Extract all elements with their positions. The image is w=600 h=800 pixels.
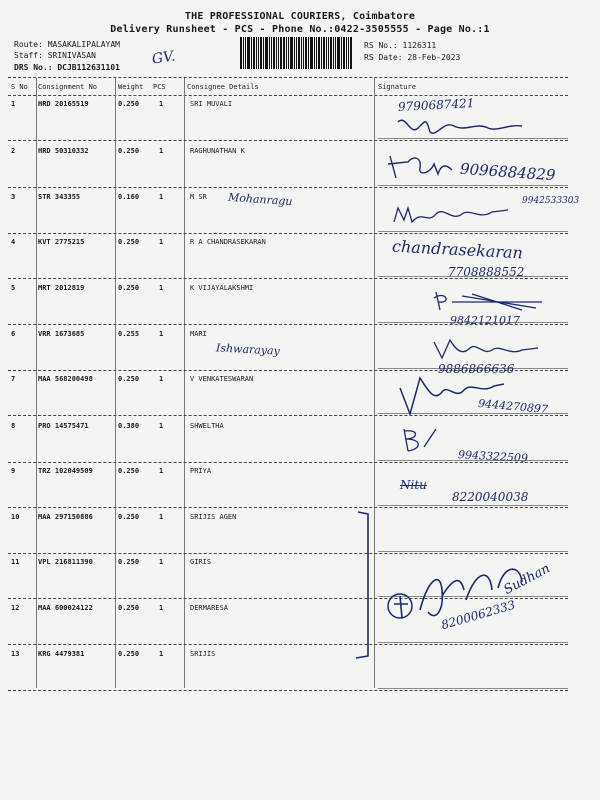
cell-pcs: 1: [159, 422, 164, 430]
cell-sno: 6: [11, 330, 16, 338]
cell-consignment: TRZ 102049509: [38, 467, 93, 475]
hw-row2-phone: 9096884829: [459, 159, 556, 185]
cell-consignment: PRO 14575471: [38, 422, 89, 430]
cell-weight: 0.250: [118, 558, 140, 566]
cell-weight: 0.250: [118, 147, 140, 155]
signature-row1: [396, 114, 526, 144]
cell-consignee: R A CHANDRASEKARAN: [190, 238, 266, 246]
row-separator: [8, 187, 568, 188]
hw-row3-num: 9942533303: [522, 196, 580, 206]
cell-consignment: MAA 568200498: [38, 375, 93, 383]
signature-line: [378, 642, 568, 643]
cell-weight: 0.250: [118, 467, 140, 475]
cell-consignee: M SR: [190, 193, 207, 201]
cell-consignment: VPL 216811390: [38, 558, 93, 566]
hw-row9-name: Nitu: [400, 478, 427, 492]
cell-pcs: 1: [159, 100, 164, 108]
cell-consignment: KVT 2775215: [38, 238, 85, 246]
cell-consignee: SRI MUVALI: [190, 100, 233, 108]
signature-line: [378, 688, 568, 689]
cell-pcs: 1: [159, 467, 164, 475]
cell-sno: 2: [11, 147, 16, 155]
company-title: THE PROFESSIONAL COURIERS, Coimbatore: [184, 11, 416, 22]
col-consignee: Consignee Details: [187, 83, 259, 91]
cell-consignment: MAA 297150886: [38, 513, 93, 521]
table-row: [0, 422, 600, 442]
cell-consignee: SRIJIS AGEN: [190, 513, 237, 521]
cell-sno: 3: [11, 193, 16, 201]
row-separator: [8, 507, 568, 508]
cell-consignee: SRIJIS: [190, 650, 216, 658]
cell-sno: 13: [11, 650, 20, 658]
cell-consignee: PRIYA: [190, 467, 212, 475]
row-separator: [8, 644, 568, 645]
rs-date-label: RS Date: 28-Feb-2023: [364, 53, 461, 62]
cell-sno: 10: [11, 513, 20, 521]
cell-pcs: 1: [159, 375, 164, 383]
cell-consignee: RAGHUNATHAN K: [190, 147, 245, 155]
signature-row8: [400, 425, 440, 455]
cell-consignee: GIRIS: [190, 558, 212, 566]
cell-weight: 0.250: [118, 375, 140, 383]
cell-pcs: 1: [159, 147, 164, 155]
table-row: [0, 513, 600, 533]
table-row: [0, 375, 600, 395]
cell-pcs: 1: [159, 193, 164, 201]
cell-sno: 8: [11, 422, 16, 430]
cell-pcs: 1: [159, 238, 164, 246]
cell-weight: 0.255: [118, 330, 140, 338]
signature-row6: [432, 336, 542, 362]
table-row: [0, 650, 600, 670]
signature-row3: [392, 200, 512, 228]
cell-pcs: 1: [159, 284, 164, 292]
bracket-mark: [352, 510, 382, 660]
cell-weight: 0.160: [118, 193, 140, 201]
signature-line: [378, 231, 568, 232]
hw-row4-phone: 7708888552: [448, 265, 525, 279]
cell-consignment: HRD 20165519: [38, 100, 89, 108]
cell-pcs: 1: [159, 558, 164, 566]
header-top-rule: [8, 77, 568, 78]
row-separator: [8, 553, 568, 554]
hw-row7-phone: 9444270897: [477, 396, 549, 417]
col-weight: Weight: [118, 83, 144, 91]
col-pcs: PCS: [153, 83, 166, 91]
cell-consignment: STR 343355: [38, 193, 81, 201]
signature-line: [378, 505, 568, 506]
cell-consignment: MAA 600024122: [38, 604, 93, 612]
cell-consignee: DERMARESA: [190, 604, 228, 612]
hw-row8-phone: 9943322509: [457, 448, 529, 465]
header-bottom-rule: [8, 95, 568, 96]
hw-row4-name: chandrasekaran: [391, 236, 524, 263]
cell-weight: 0.250: [118, 650, 140, 658]
signature-line: [378, 551, 568, 552]
row-separator: [8, 690, 568, 691]
signature-row2: [386, 152, 456, 180]
cell-sno: 5: [11, 284, 16, 292]
rs-no-label: RS No.: 1126311: [364, 41, 437, 50]
cell-consignment: MRT 2012819: [38, 284, 85, 292]
cell-sno: 12: [11, 604, 20, 612]
cell-consignment: KRG 4479381: [38, 650, 85, 658]
cell-pcs: 1: [159, 513, 164, 521]
hw-row12-phone: 8200062333: [439, 597, 517, 633]
cell-consignee: SHWELTHA: [190, 422, 224, 430]
drs-label: DRS No.: DCJB112631101: [14, 63, 120, 72]
route-label: Route: MASAKALIPALAYAM: [14, 40, 120, 49]
cell-sno: 11: [11, 558, 20, 566]
cell-sno: 4: [11, 238, 16, 246]
signature-line: [378, 185, 568, 186]
cell-consignee: MARI: [190, 330, 207, 338]
row-separator: [8, 233, 568, 234]
cell-weight: 0.250: [118, 604, 140, 612]
hw-row5-phone: 9842121017: [450, 314, 520, 327]
staff-label: Staff: SRINIVASAN: [14, 51, 96, 60]
runsheet-subtitle: Delivery Runsheet - PCS - Phone No.:0422-3505555 - Page No.:1: [110, 24, 490, 35]
col-sno: S No: [11, 83, 28, 91]
barcode: [240, 37, 358, 69]
hw-row6-phone: 9886866636: [438, 362, 515, 376]
hw-row6-name: Ishwarayay: [215, 341, 281, 358]
col-consignment: Consignment No: [38, 83, 98, 91]
cell-sno: 9: [11, 467, 16, 475]
hw-row12-name: Sudhan: [501, 561, 553, 598]
cell-weight: 0.250: [118, 100, 140, 108]
cell-consignee: K VIJAYALAKSHMI: [190, 284, 254, 292]
cell-sno: 7: [11, 375, 16, 383]
cell-consignment: VRR 1673685: [38, 330, 85, 338]
cell-pcs: 1: [159, 330, 164, 338]
cell-weight: 0.250: [118, 238, 140, 246]
hw-row3-name: Mohanragu: [227, 190, 293, 209]
cell-weight: 0.250: [118, 513, 140, 521]
cell-consignment: HRD 50310332: [38, 147, 89, 155]
cell-consignee: V VENKATESWARAN: [190, 375, 254, 383]
cell-weight: 0.250: [118, 284, 140, 292]
cell-pcs: 1: [159, 650, 164, 658]
cell-pcs: 1: [159, 604, 164, 612]
hw-row9-phone: 8220040038: [452, 490, 529, 504]
handwritten-note: GV.: [150, 48, 177, 68]
cell-sno: 1: [11, 100, 16, 108]
signature-row5: [432, 288, 552, 312]
table-row: [0, 467, 600, 487]
cell-weight: 0.380: [118, 422, 140, 430]
hw-row1-phone: 9790687421: [397, 96, 475, 114]
col-signature: Signature: [378, 83, 416, 91]
